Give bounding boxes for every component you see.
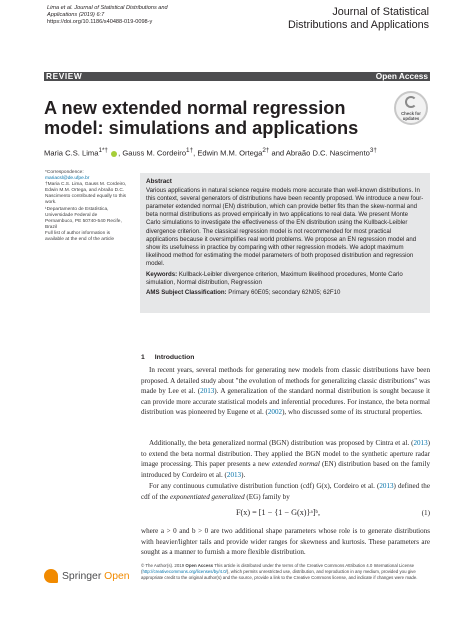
body-paragraph: where a > 0 and b > 0 are two additional shape parameters whose role is to generate distributions with heavier/lighter tails and provide wider ranges for skewness and kurtosis. These parameters are sought as a manner to furnish a more flexible distribution. (141, 527, 430, 556)
para-text: Additionally, the beta generalized normal (BGN) distribution was proposed by Cintra et al. ( (149, 439, 414, 447)
brand-open: Open (104, 571, 130, 582)
author-name: Maria C.S. Lima (44, 148, 99, 158)
equation-expression: F(x) = [1 − {1 − G(x)}ᵃ]ᵇ, (236, 508, 321, 517)
journal-name (288, 6, 429, 31)
ams-label: AMS Subject Classification: (146, 289, 227, 297)
author-notes-sidebar (45, 170, 127, 243)
license-link[interactable]: http://creativecommons.org/licenses/by/4.0/ (142, 568, 227, 574)
journal-name-line-2: Distributions and Applications (287, 18, 429, 31)
copyright-text: © The Author(s). 2019 (141, 563, 185, 568)
section-title: Introduction (154, 354, 195, 361)
equation-1 (141, 508, 430, 522)
para-text: (EG) family by (244, 492, 290, 501)
equation-number: (1) (421, 509, 430, 517)
ams-text: Primary 60E05; secondary 62N05; 62F10 (228, 289, 341, 297)
springer-horse-icon (44, 569, 58, 583)
springer-open-logo (44, 569, 134, 585)
para-text: (EN) distribution based on the family introduced by Cordeiro et al. ( (141, 460, 431, 479)
abstract-heading: Abstract (146, 178, 172, 185)
license-text-rest: ), which permits unrestricted use, distribution, and reproduction in any medium, provided you give appropriate credit to the original author(s) and the source, provide a link to the Creative Commons license, and indicate if changes were made. (141, 568, 418, 580)
article-title: A new extended normal regression model: simulations and applications (44, 98, 359, 138)
abstract-body: Various applications in natural science require models more accurate than well-known distributions. In this context, several generators of distributions have been recently proposed. We introduce a new four-parameter extended normal (EN) distribution, which can provide better fits than the skew-normal and beta normal distributions as proved empirically in two applications to real data. We present Monte Carlo simulations to investigate the effectiveness of the EN distribution using the Kullback-Leibler divergence criterion. The classical regression model is not recommended for most practical applications because it oversimplifies real world problems. We propose an EN regression model and show its usefulness in practice by comparing with other regression models. We adopt maximum likelihood method for estimating the model parameters of both proposed distribution and regression model. (146, 187, 424, 267)
body-paragraph (141, 365, 430, 418)
springer-open-wordmark (62, 571, 130, 582)
ams-classification (146, 289, 424, 297)
article-type-banner (44, 72, 430, 81)
abstract-box (140, 173, 430, 313)
citation-link[interactable]: 2013 (413, 439, 428, 447)
body-paragraph (141, 438, 430, 480)
open-access-label: Open Access (375, 71, 428, 81)
doi-link[interactable]: https://doi.org/10.1186/s40488-019-0098-y (47, 19, 153, 25)
para-text: In recent years, several methods for generating new models from classic distributions have been proposed. A detailed study about "the evolution of methods for generalizing classic distributions" was made by Lee et al. ( (141, 366, 430, 395)
check-for-updates-badge[interactable] (394, 91, 428, 125)
citation-link[interactable]: 2002 (267, 408, 283, 416)
author-affiliation-mark: 2† (262, 147, 270, 154)
check-for-updates-caption (396, 111, 426, 121)
check-for-updates-icon (405, 96, 417, 108)
emphasis-text: extended normal (271, 460, 320, 468)
emphasis-text: exponentiated generalized (169, 492, 245, 501)
open-access-footer-label: Open Access (185, 563, 214, 568)
author-name: Gauss M. Cordeiro (122, 148, 187, 158)
para-text: ), who discussed some of its structural properties. (282, 408, 423, 416)
check-caption-line-1: Check for (401, 111, 421, 116)
para-text: For any continuous cumulative distribution function (cdf) G(x), Cordeiro et al. ( (149, 482, 380, 490)
citation-line-2: Applications (2019) 6:7 (47, 12, 105, 18)
body-paragraph (141, 481, 430, 502)
author-name: Abraão D.C. Nascimento (285, 148, 370, 158)
full-list-note: Full list of author information is available at the end of the article (45, 230, 115, 243)
affiliation-note: ¹Departamento de Estatística, Universidade Federal de Pernambuco, PE 50740-540 Recife, Brazil (45, 206, 122, 230)
keywords-label: Keywords: (146, 271, 178, 279)
author-list: Maria C.S. Lima$^{1*\dagger}$ , Gauss M. Cordeiro$^{1\dagger}$, Edwin M.M. Ortega$^{2\dagger}$ and Abraão D.C. Nascimento$^{3\dagger}$ (44, 147, 377, 158)
correspondence-email[interactable]: mariacsl@de.ufpe.br (45, 176, 90, 182)
author-name: Edwin M.M. Ortega (197, 148, 263, 158)
license-text: This article is distributed under the terms of the Creative Commons Attribution 4.0 International License ( (141, 563, 415, 574)
correspondence-label: *Correspondence: (45, 170, 84, 175)
license-footer (141, 563, 431, 581)
article-type-label: REVIEW (46, 71, 83, 81)
keywords-text: Kullback-Leibler divergence criterion, Maximum likelihood procedures, Monte Carlo simulation, Normal distribution, Regression (146, 271, 403, 287)
section-number: 1 (141, 354, 145, 361)
para-text: ). (241, 470, 246, 479)
para-text: ). A generalization of the standard normal distribution is sought because it can provide more accurate statistical models and inferential procedures. For instance, the beta normal distribution was pioneered by Eugene et al. ( (141, 387, 430, 416)
author-affiliation-mark: 1† (186, 147, 194, 154)
equal-contribution-note: †Maria C.S. Lima, Gauss M. Cordeiro, Edwin M.M. Ortega, and Abraão D.C. Nascimento contributed equally to this work. (45, 182, 127, 206)
citation-link[interactable]: 2013 (200, 387, 215, 395)
journal-name-line-1: Journal of Statistical (332, 6, 429, 18)
brand-springer: Springer (62, 571, 102, 582)
keywords (146, 271, 424, 287)
author-affiliation-mark: 1*† (98, 147, 108, 154)
para-text: ) defined the cdf of the (141, 482, 430, 501)
citation-link[interactable]: 2013 (379, 482, 394, 490)
author-affiliation-mark: 3† (369, 147, 377, 154)
citation-line-1: Lima et al. Journal of Statistical Distributions and (47, 5, 168, 11)
section-heading (141, 354, 194, 361)
check-caption-line-2: updates (402, 116, 420, 121)
orcid-icon[interactable] (111, 151, 117, 157)
citation-link[interactable]: 2013 (226, 470, 242, 479)
para-text: ) to extend the beta normal distribution. They applied the BGN model to the synthetic aperture radar image processing. This paper presents a new (141, 439, 430, 468)
citation-header (47, 5, 217, 26)
